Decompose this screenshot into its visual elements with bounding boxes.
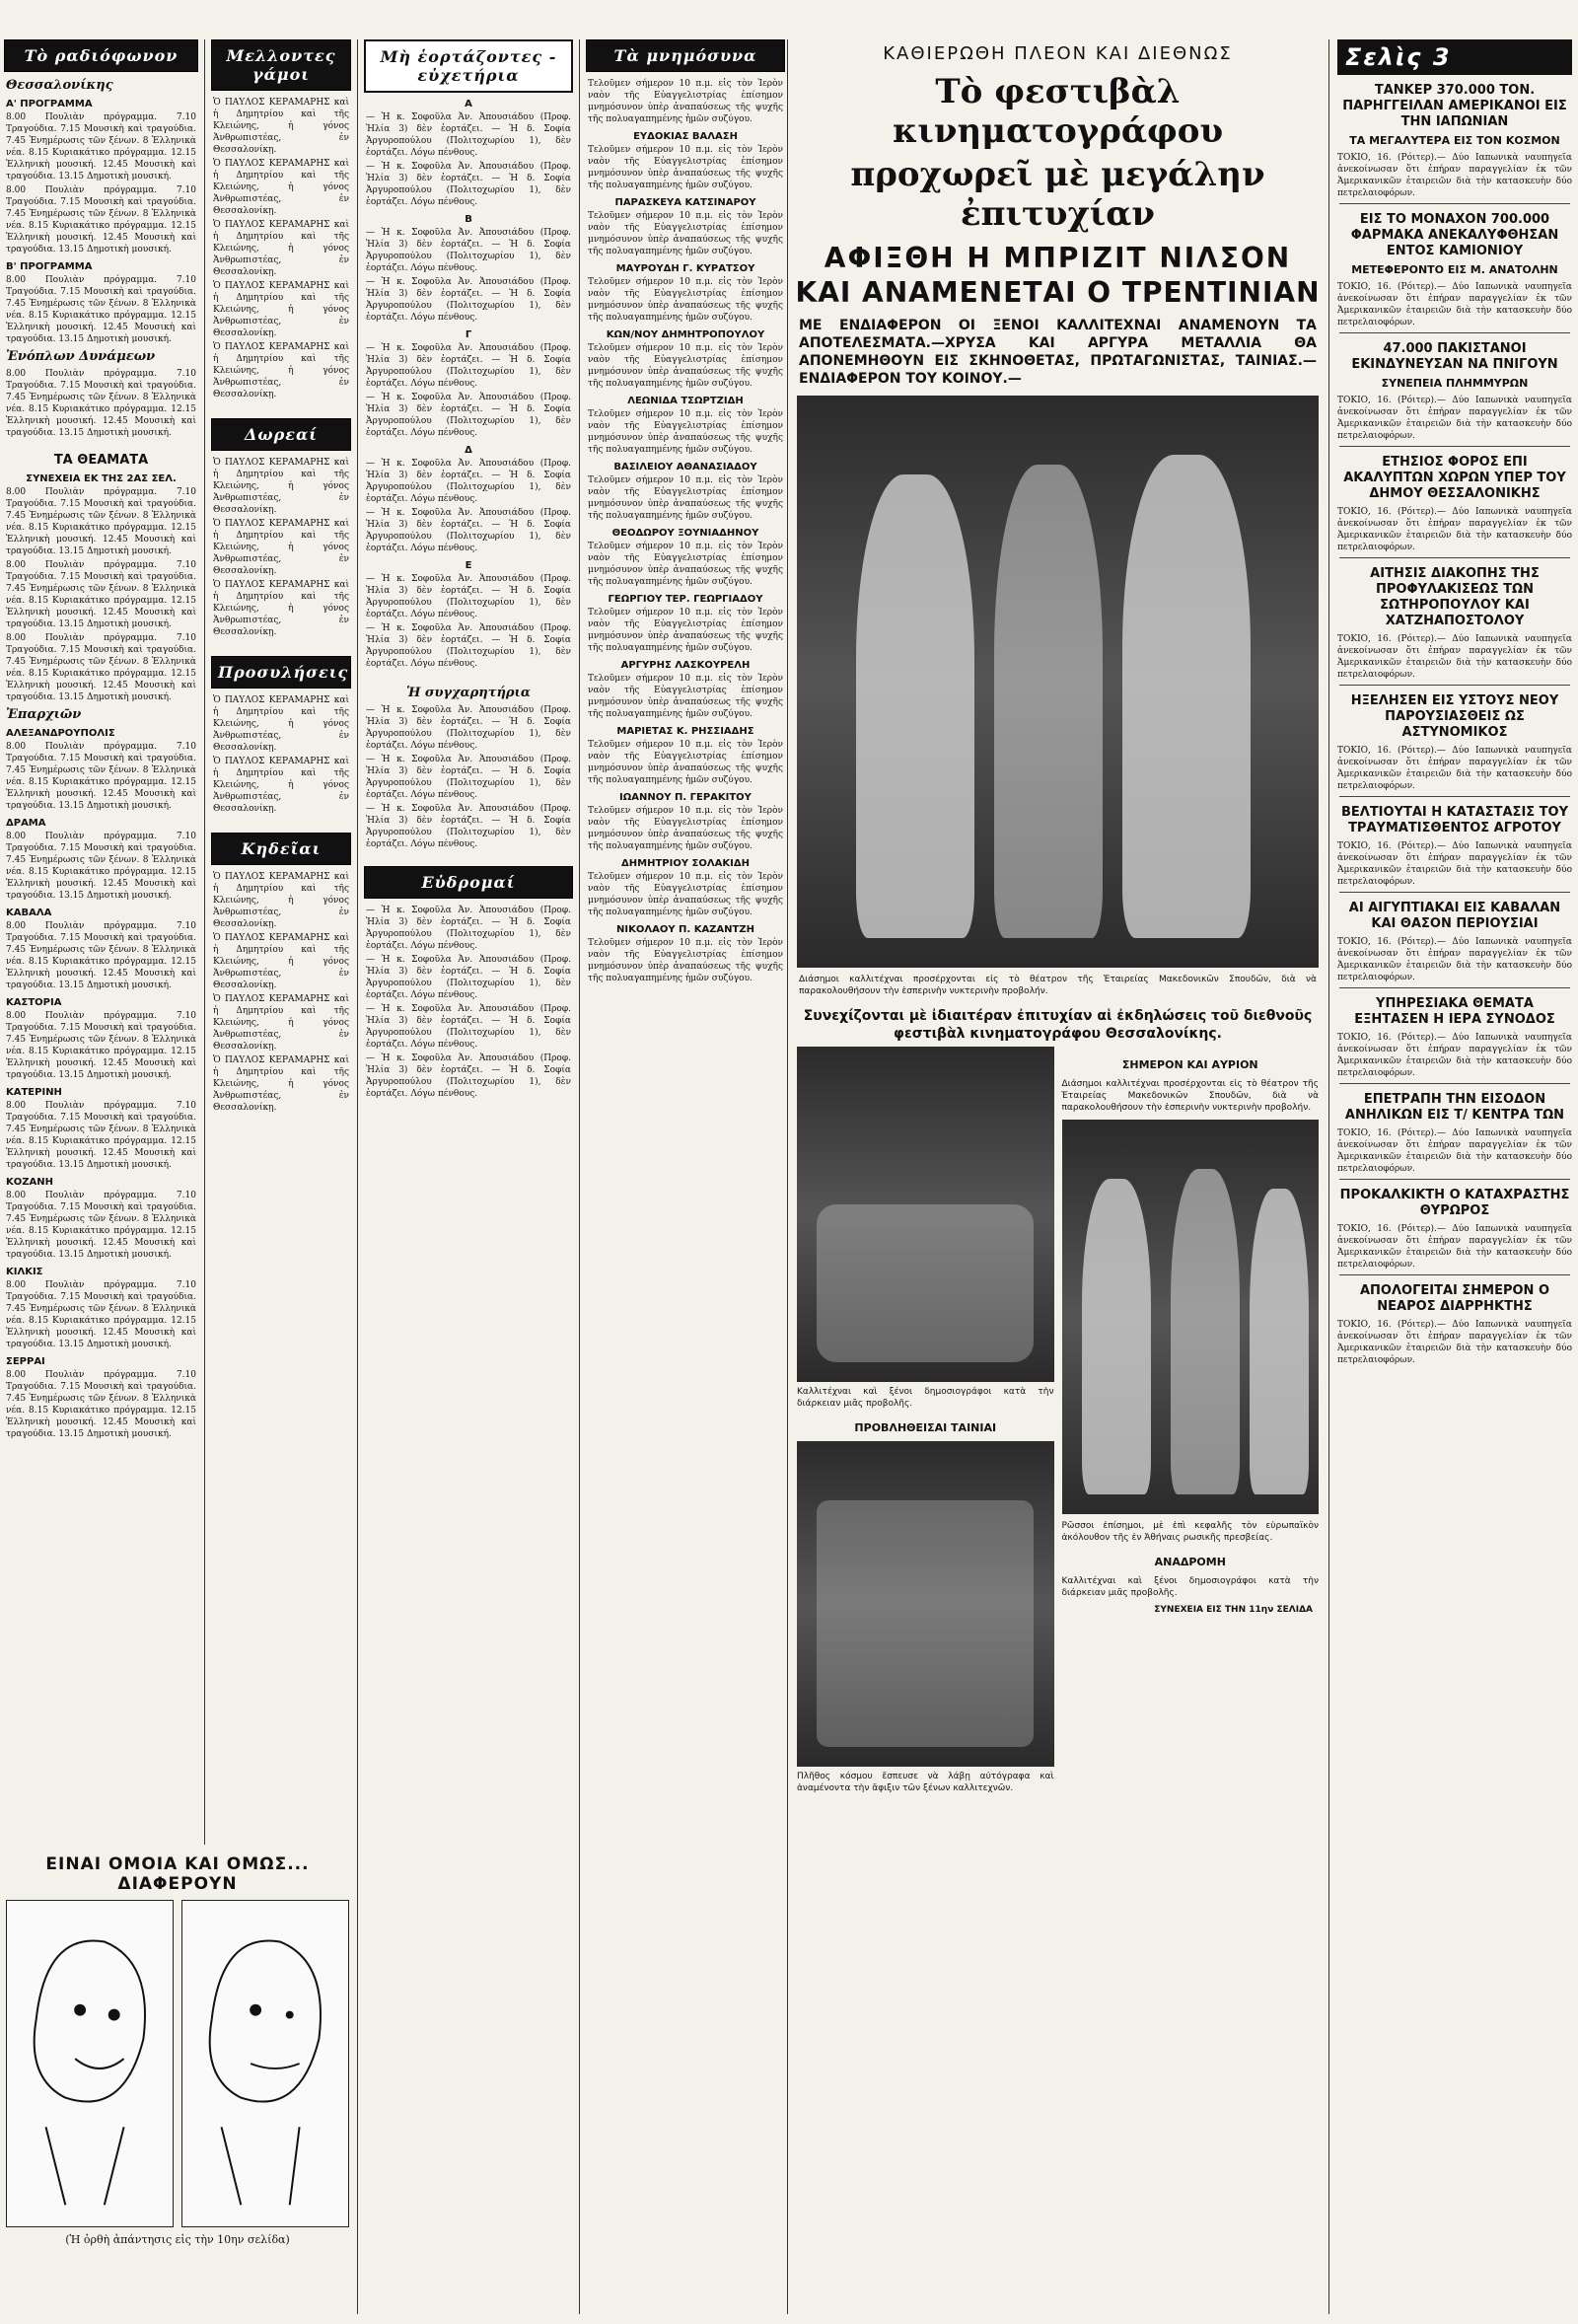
news-head: ΠΡΟΚΑΛΚΙΚΤΗ Ο ΚΑΤΑΧΡΑΣΤΗΣ ΘΥΡΩΡΟΣ [1339,1188,1570,1218]
memorial-name: ΜΑΥΡΟΥΔΗ Γ. ΚΥΡΑΤΣΟΥ [615,263,755,274]
news-text: ΤΟΚΙΟ, 16. (Ρόιτερ).— Δύο Ιαπωνικὰ ναυπηγεῖα ἀνεκοίνωσαν ὅτι ἐπήραν παραγγελίαν ἐκ τῶν Ἀμερικανικῶν ἑταιρειῶν διὰ τὴν κατασκευὴν δύο πετρελαιοφόρων. [1337,507,1572,552]
section-a-text: — Ἡ κ. Σοφοῦλα Ἀν. Ἀπουσιάδου (Προφ. Ἠλία 3) δὲν ἑορτάζει. — Ἡ δ. Σοφία Ἀργυροπούλου (Πολιτοχωρίου 1), δὲν ἑορτάζει. Λόγω πένθους. [366,112,571,158]
news-text: ΤΟΚΙΟ, 16. (Ρόιτερ).— Δύο Ιαπωνικὰ ναυπηγεῖα ἀνεκοίνωσαν ὅτι ἐπήραν παραγγελίαν ἐκ τῶν Ἀμερικανικῶν ἑταιρειῶν διὰ τὴν κατασκευὴν δύο πετρελαιοφόρων. [1337,1320,1572,1365]
audience-shape [817,1204,1034,1362]
column-weddings [207,0,355,1845]
column-name-days [360,0,577,2324]
weddings-text-5: Ὁ ΠΑΥΛΟΣ ΚΕΡΑΜΑΡΗΣ καὶ ἡ Δημητρίου καὶ τῆς Κλειώνης, ἡ γόνος Ἀνθρωπιστέας, ἐν Θεσσαλονίκῃ. [213,342,349,399]
name-days-masthead: Μὴ ἑορτάζοντες - εὐχετήρια [364,39,573,93]
photo-arrival-caption: Διάσημοι καλλιτέχναι προσέρχονται εἰς τὸ θέατρον τῆς Ἑταιρείας Μακεδονικῶν Σπουδῶν, διὰ νὰ παρακολουθήσουν τὴν ἑσπερινὴν νυκτερινὴν προβολήν. [799,975,1317,996]
column-radio [0,0,202,1845]
divider [1339,332,1570,333]
city-4: ΚΑΣΤΟΡΙΑ [6,997,62,1008]
photo-officials [1062,1120,1320,1514]
program-b-text: 8.00 Πουλιὰν πρόγραμμα. 7.10 Τραγούδια. 7.15 Μουσικὴ καὶ τραγούδια. 7.45 Ἐνημέρωσις τῶν ξένων. 8 Ἑλληνικὰ νέα. 8.15 Κυριακάτικο πρόγραμμα. 12.15 Ἑλληνικὴ μουσική. 12.45 Μουσικὴ καὶ τραγούδια. 13.15 Δημοτικὴ μουσική. [6,275,196,344]
city-1: ΑΛΕΞΑΝΔΡΟΥΠΟΛΙΣ [6,728,115,739]
memorial-name: ΕΥΔΟΚΙΑΣ ΒΑΛΑΣΗ [633,131,738,142]
news-text: ΤΟΚΙΟ, 16. (Ρόιτερ).— Δύο Ιαπωνικὰ ναυπηγεῖα ἀνεκοίνωσαν ὅτι ἐπήραν παραγγελίαν ἐκ τῶν Ἀμερικανικῶν ἑταιρειῶν διὰ τὴν κατασκευὴν δύο πετρελαιοφόρων. [1337,1224,1572,1270]
memorial-name: ΙΩΑΝΝΟΥ Π. ΓΕΡΑΚΙΤΟΥ [619,792,752,803]
anadromi-text: Καλλιτέχναι καὶ ξένοι δημοσιογράφοι κατὰ τὴν διάρκειαν μιᾶς προβολῆς. [1061,1576,1319,1598]
feature-headline-2: προχωρεῖ μὲ μεγάλην ἐπιτυχίαν [850,155,1265,234]
memorial-name: ΚΩΝ/ΝΟΥ ΔΗΜΗΤΡΟΠΟΥΛΟΥ [606,329,765,340]
kideia-text: Ὁ ΠΑΥΛΟΣ ΚΕΡΑΜΑΡΗΣ καὶ ἡ Δημητρίου καὶ τῆς Κλειώνης, ἡ γόνος Ἀνθρωπιστέας, ἐν Θεσσαλονίκῃ. [213,872,349,929]
memorial-name: ΛΕΩΝΙΔΑ ΤΣΩΡΤΖΙΔΗ [627,396,744,406]
section-b-text-2: — Ἡ κ. Σοφοῦλα Ἀν. Ἀπουσιάδου (Προφ. Ἠλία 3) δὲν ἑορτάζει. — Ἡ δ. Σοφία Ἀργυροπούλου (Πολιτοχωρίου 1), δὲν ἑορτάζει. Λόγω πένθους. [366,277,571,323]
feature-story [789,0,1327,2324]
column-rule [787,39,788,2314]
eparxion-label: Ἐπαρχιῶν [6,707,82,722]
section-d-text-2: — Ἡ κ. Σοφοῦλα Ἀν. Ἀπουσιάδου (Προφ. Ἠλία 3) δὲν ἑορτάζει. — Ἡ δ. Σοφία Ἀργυροπούλου (Πολιτοχωρίου 1), δὲν ἑορτάζει. Λόγω πένθους. [366,508,571,553]
memorial-name: ΝΙΚΟΛΑΟΥ Π. ΚΑΖΑΝΤΖΗ [616,924,754,935]
memorial-text: Τελοῦμεν σήμερον 10 π.μ. εἰς τὸν Ἱερὸν ναὸν τῆς Εὐαγγελιστρίας ἐπίσημον μνημόσυνον ὑπὲρ ἀναπαύσεως τῆς ψυχῆς τῆς πολυαγαπημένης ἡμῶν συζύγου. [588,542,783,587]
enoplon-text: 8.00 Πουλιὰν πρόγραμμα. 7.10 Τραγούδια. 7.15 Μουσικὴ καὶ τραγούδια. 7.45 Ἐνημέρωσις τῶν ξένων. 8 Ἑλληνικὰ νέα. 8.15 Κυριακάτικο πρόγραμμα. 12.15 Ἑλληνικὴ μουσική. 12.45 Μουσικὴ καὶ τραγούδια. 13.15 Δημοτικὴ μουσική. [6,369,196,438]
divider [1339,1274,1570,1275]
news-head: ΕΙΣ ΤΟ ΜΟΝΑΧΟΝ 700.000 ΦΑΡΜΑΚΑ ΑΝΕΚΑΛΥΦΘΗΣΑΝ ΕΝΤΟΣ ΚΑΜΙΟΝΙΟΥ [1350,212,1559,258]
crowd-shape [817,1500,1034,1747]
memorial-name: ΓΕΩΡΓΙΟΥ ΤΕΡ. ΓΕΩΡΓΙΑΔΟΥ [608,594,763,605]
memorial-text: Τελοῦμεν σήμερον 10 π.μ. εἰς τὸν Ἱερὸν ναὸν τῆς Εὐαγγελιστρίας ἐπίσημον μνημόσυνον ὑπὲρ ἀναπαύσεως τῆς ψυχῆς τῆς πολυαγαπημένης ἡμῶν συζύγου. [588,806,783,851]
memorial-text: Τελοῦμεν σήμερον 10 π.μ. εἰς τὸν Ἱερὸν ναὸν τῆς Εὐαγγελιστρίας ἐπίσημον μνημόσυνον ὑπὲρ ἀναπαύσεως τῆς ψυχῆς τῆς πολυαγαπημένης ἡμῶν συζύγου. [588,475,783,521]
divider [1339,685,1570,686]
prosfores-masthead: Προσυλήσεις [211,656,351,689]
city-1-text: 8.00 Πουλιὰν πρόγραμμα. 7.10 Τραγούδια. 7.15 Μουσικὴ καὶ τραγούδια. 7.45 Ἐνημέρωσις τῶν ξένων. 8 Ἑλληνικὰ νέα. 8.15 Κυριακάτικο πρόγραμμα. 12.15 Ἑλληνικὴ μουσική. 12.45 Μουσικὴ καὶ τραγούδια. 13.15 Δημοτικὴ μουσική. [6,742,196,811]
news-head: ΤΑΝΚΕΡ 370.000 ΤΟΝ. ΠΑΡΗΓΓΕΙΛΑΝ ΑΜΕΡΙΚΑΝΟΙ ΕΙΣ ΤΗΝ ΙΑΠΩΝΙΑΝ [1342,83,1567,129]
memorial-text: Τελοῦμεν σήμερον 10 π.μ. εἰς τὸν Ἱερὸν ναὸν τῆς Εὐαγγελιστρίας ἐπίσημον μνημόσυνον ὑπὲρ ἀναπαύσεως τῆς ψυχῆς τῆς πολυαγαπημένης ἡμῶν συζύγου. [588,211,783,256]
divider [1339,203,1570,204]
news-head: 47.000 ΠΑΚΙΣΤΑΝΟΙ ΕΚΙΝΔΥΝΕΥΣΑΝ ΝΑ ΠΝΙΓΟΥΝ [1351,341,1558,372]
theamata-label: ΤΑ ΘΕΑΜΑΤΑ [53,453,149,468]
section-b-text: — Ἡ κ. Σοφοῦλα Ἀν. Ἀπουσιάδου (Προφ. Ἠλία 3) δὲν ἑορτάζει. — Ἡ δ. Σοφία Ἀργυροπούλου (Πολιτοχωρίου 1), δὲν ἑορτάζει. Λόγω πένθους. [366,228,571,273]
divider [1339,1083,1570,1084]
memorial-text: Τελοῦμεν σήμερον 10 π.μ. εἰς τὸν Ἱερὸν ναὸν τῆς Εὐαγγελιστρίας ἐπίσημον μνημόσυνον ὑπὲρ ἀναπαύσεως τῆς ψυχῆς τῆς πολυαγαπημένης ἡμῶν συζύγου. [588,608,783,653]
memorial-text: Τελοῦμεν σήμερον 10 π.μ. εἰς τὸν Ἱερὸν ναὸν τῆς Εὐαγγελιστρίας ἐπίσημον μνημόσυνον ὑπὲρ ἀναπαύσεως τῆς ψυχῆς τῆς πολυαγαπημένης ἡμῶν συζύγου. [588,938,783,983]
memorial-text: Τελοῦμεν σήμερον 10 π.μ. εἰς τὸν Ἱερὸν ναὸν τῆς Εὐαγγελιστρίας ἐπίσημον μνημόσυνον ὑπὲρ ἀναπαύσεως τῆς ψυχῆς τῆς πολυαγαπημένης ἡμῶν συζύγου. [588,145,783,190]
photo-crowd-caption: Πλῆθος κόσμου ἔσπευσε νὰ λάβῃ αὐτόγραφα καὶ ἀναμένοντα τὴν ἄφιξιν τῶν ξένων καλλιτεχνῶν. [797,1772,1054,1793]
figure-shape [1122,455,1251,938]
memorial-text: Τελοῦμεν σήμερον 10 π.μ. εἰς τὸν Ἱερὸν ναὸν τῆς Εὐαγγελιστρίας ἐπίσημον μνημόσυνον ὑπὲρ ἀναπαύσεως τῆς ψυχῆς τῆς πολυαγαπημένης ἡμῶν συζύγου. [588,872,783,917]
memorial-text: Τελοῦμεν σήμερον 10 π.μ. εἰς τὸν Ἱερὸν ναὸν τῆς Εὐαγγελιστρίας ἐπίσημον μνημόσυνον ὑπὲρ ἀναπαύσεως τῆς ψυχῆς τῆς πολυαγαπημένης ἡμῶν συζύγου. [588,277,783,323]
dorees-text-2: Ὁ ΠΑΥΛΟΣ ΚΕΡΑΜΑΡΗΣ καὶ ἡ Δημητρίου καὶ τῆς Κλειώνης, ἡ γόνος Ἀνθρωπιστέας, ἐν Θεσσαλονίκῃ. [213,519,349,576]
news-text: ΤΟΚΙΟ, 16. (Ρόιτερ).— Δύο Ιαπωνικὰ ναυπηγεῖα ἀνεκοίνωσαν ὅτι ἐπήραν παραγγελίαν ἐκ τῶν Ἀμερικανικῶν ἑταιρειῶν διὰ τὴν κατασκευὴν δύο πετρελαιοφόρων. [1337,746,1572,791]
memorial-text: Τελοῦμεν σήμερον 10 π.μ. εἰς τὸν Ἱερὸν ναὸν τῆς Εὐαγγελιστρίας ἐπίσημον μνημόσυνον ὑπὲρ ἀναπαύσεως τῆς ψυχῆς τῆς πολυαγαπημένης ἡμῶν συζύγου. [588,740,783,785]
section-provlithisan: ΠΡΟΒΛΗΘΕΙΣΑΙ ΤΑΙΝΙΑΙ [854,1421,997,1434]
city-2: ΔΡΑΜΑ [6,818,46,829]
section-simeron: ΣΗΜΕΡΟΝ ΚΑΙ ΑΥΡΙΟΝ [1121,1058,1258,1071]
news-text: ΤΟΚΙΟ, 16. (Ρόιτερ).— Δύο Ιαπωνικὰ ναυπηγεῖα ἀνεκοίνωσαν ὅτι ἐπήραν παραγγελίαν ἐκ τῶν Ἀμερικανικῶν ἑταιρειῶν διὰ τὴν κατασκευὴν δύο πετρελαιοφόρων. [1337,282,1572,327]
program-a-label: Α' ΠΡΟΓΡΑΜΜΑ [6,99,93,109]
news-text: ΤΟΚΙΟ, 16. (Ρόιτερ).— Δύο Ιαπωνικὰ ναυπηγεῖα ἀνεκοίνωσαν ὅτι ἐπήραν παραγγελίαν ἐκ τῶν Ἀμερικανικῶν ἑταιρειῶν διὰ τὴν κατασκευὴν δύο πετρελαιοφόρων. [1337,396,1572,441]
section-e-text: — Ἡ κ. Σοφοῦλα Ἀν. Ἀπουσιάδου (Προφ. Ἠλία 3) δὲν ἑορτάζει. — Ἡ δ. Σοφία Ἀργυροπούλου (Πολιτοχωρίου 1), δὲν ἑορτάζει. Λόγω πένθους. [366,574,571,619]
weddings-text-4: Ὁ ΠΑΥΛΟΣ ΚΕΡΑΜΑΡΗΣ καὶ ἡ Δημητρίου καὶ τῆς Κλειώνης, ἡ γόνος Ἀνθρωπιστέας, ἐν Θεσσαλονίκῃ. [213,281,349,338]
city-8: ΣΕΡΡΑΙ [6,1356,45,1367]
divider [1339,557,1570,558]
enoplon-label: Ἐνόπλων Δυνάμεων [6,349,156,364]
divider [1339,892,1570,893]
radio-masthead: Τὸ ραδιόφωνον [4,39,198,72]
memorial-text: Τελοῦμεν σήμερον 10 π.μ. εἰς τὸν Ἱερὸν ναὸν τῆς Εὐαγγελιστρίας ἐπίσημον μνημόσυνον ὑπὲρ ἀναπαύσεως τῆς ψυχῆς τῆς πολυαγαπημένης ἡμῶν συζύγου. [588,343,783,389]
program-a-text-2: 8.00 Πουλιὰν πρόγραμμα. 7.10 Τραγούδια. 7.15 Μουσικὴ καὶ τραγούδια. 7.45 Ἐνημέρωσις τῶν ξένων. 8 Ἑλληνικὰ νέα. 8.15 Κυριακάτικο πρόγραμμα. 12.15 Ἑλληνικὴ μουσική. 12.45 Μουσικὴ καὶ τραγούδια. 13.15 Δημοτικὴ μουσική. [6,185,196,254]
memorials-masthead: Τὰ μνημόσυνα [586,39,785,72]
feature-lede: ΜΕ ΕΝΔΙΑΦΕΡΟΝ ΟΙ ΞΕΝΟΙ ΚΑΛΛΙΤΕΧΝΑΙ ΑΝΑΜΕΝΟΥΝ ΤΑ ΑΠΟΤΕΛΕΣΜΑΤΑ.—ΧΡΥΣΑ ΚΑΙ ΑΡΓΥΡΑ ΜΕΤΑΛΛΙΑ ΘΑ ΑΠΟΝΕΜΗΘΟΥΝ ΕΙΣ ΣΚΗΝΟΘΕΤΑΣ, ΠΡΩΤΑΓΩΝΙΣΤΑΣ, ΤΑΙΝΙΑΣ.— ΕΝΔΙΑΦΕΡΟΝ ΤΟΥ ΚΟΙΝΟΥ.— [799,318,1317,387]
theamata-text-3: 8.00 Πουλιὰν πρόγραμμα. 7.10 Τραγούδια. 7.15 Μουσικὴ καὶ τραγούδια. 7.45 Ἐνημέρωσις τῶν ξένων. 8 Ἑλληνικὰ νέα. 8.15 Κυριακάτικο πρόγραμμα. 12.15 Ἑλληνικὴ μουσική. 12.45 Μουσικὴ καὶ τραγούδια. 13.15 Δημοτικὴ μουσική. [6,633,196,702]
feature-subheadline-1: ΑΦΙΞΘΗ Η ΜΠΡΙΖΙΤ ΝΙΛΣΟΝ [824,242,1292,274]
divider [1339,446,1570,447]
memorial-name: ΑΡΓΥΡΗΣ ΛΑΣΚΟΥΡΕΛΗ [620,660,751,671]
theamata-text-2: 8.00 Πουλιὰν πρόγραμμα. 7.10 Τραγούδια. 7.15 Μουσικὴ καὶ τραγούδια. 7.45 Ἐνημέρωσις τῶν ξένων. 8 Ἑλληνικὰ νέα. 8.15 Κυριακάτικο πρόγραμμα. 12.15 Ἑλληνικὴ μουσική. 12.45 Μουσικὴ καὶ τραγούδια. 13.15 Δημοτικὴ μουσική. [6,560,196,629]
kideia-text-2: Ὁ ΠΑΥΛΟΣ ΚΕΡΑΜΑΡΗΣ καὶ ἡ Δημητρίου καὶ τῆς Κλειώνης, ἡ γόνος Ἀνθρωπιστέας, ἐν Θεσσαλονίκῃ. [213,933,349,990]
section-d: Δ [465,445,472,456]
congratulations-text-2: — Ἡ κ. Σοφοῦλα Ἀν. Ἀπουσιάδου (Προφ. Ἠλία 3) δὲν ἑορτάζει. — Ἡ δ. Σοφία Ἀργυροπούλου (Πολιτοχωρίου 1), δὲν ἑορτάζει. Λόγω πένθους. [366,755,571,800]
prosfores-text-2: Ὁ ΠΑΥΛΟΣ ΚΕΡΑΜΑΡΗΣ καὶ ἡ Δημητρίου καὶ τῆς Κλειώνης, ἡ γόνος Ἀνθρωπιστέας, ἐν Θεσσαλονίκῃ. [213,757,349,814]
column-rule [357,39,358,2314]
news-head: ΑΠΟΛΟΓΕΙΤΑΙ ΣΗΜΕΡΟΝ Ο ΝΕΑΡΟΣ ΔΙΑΡΡΗΚΤΗΣ [1359,1283,1549,1314]
city-5-text: 8.00 Πουλιὰν πρόγραμμα. 7.10 Τραγούδια. 7.15 Μουσικὴ καὶ τραγούδια. 7.45 Ἐνημέρωσις τῶν ξένων. 8 Ἑλληνικὰ νέα. 8.15 Κυριακάτικο πρόγραμμα. 12.15 Ἑλληνικὴ μουσική. 12.45 Μουσικὴ καὶ τραγούδια. 13.15 Δημοτικὴ μουσική. [6,1101,196,1170]
eydromai-text-3: — Ἡ κ. Σοφοῦλα Ἀν. Ἀπουσιάδου (Προφ. Ἠλία 3) δὲν ἑορτάζει. — Ἡ δ. Σοφία Ἀργυροπούλου (Πολιτοχωρίου 1), δὲν ἑορτάζει. Λόγω πένθους. [366,1004,571,1050]
program-a-text: 8.00 Πουλιὰν πρόγραμμα. 7.10 Τραγούδια. 7.15 Μουσικὴ καὶ τραγούδια. 7.45 Ἐνημέρωσις τῶν ξένων. 8 Ἑλληνικὰ νέα. 8.15 Κυριακάτικο πρόγραμμα. 12.15 Ἑλληνικὴ μουσική. 12.45 Μουσικὴ καὶ τραγούδια. 13.15 Δημοτικὴ μουσική. [6,112,196,182]
cartoon-caption: (Ἡ ὀρθὴ ἀπάντησις εἰς τὴν 10ην σελίδα) [65,2233,290,2246]
continued-label: ΣΥΝΕΧΕΙΑ ΕΙΣ ΤΗΝ 11ην ΣΕΛΙΔΑ [1154,1605,1313,1615]
news-head: ΕΠΕΤΡΑΠΗ ΤΗΝ ΕΙΣΟΔΟΝ ΑΝΗΛΙΚΩΝ ΕΙΣ Τ/ ΚΕΝΤΡΑ ΤΩΝ [1344,1092,1565,1123]
section-a: Α [465,99,472,109]
news-head: ΥΠΗΡΕΣΙΑΚΑ ΘΕΜΑΤΑ ΕΞΗΤΑΣΕΝ Η ΙΕΡΑ ΣΥΝΟΔΟΣ [1354,996,1555,1027]
city-7-text: 8.00 Πουλιὰν πρόγραμμα. 7.10 Τραγούδια. 7.15 Μουσικὴ καὶ τραγούδια. 7.45 Ἐνημέρωσις τῶν ξένων. 8 Ἑλληνικὰ νέα. 8.15 Κυριακάτικο πρόγραμμα. 12.15 Ἑλληνικὴ μουσική. 12.45 Μουσικὴ καὶ τραγούδια. 13.15 Δημοτικὴ μουσική. [6,1280,196,1349]
memorial-name: ΜΑΡΙΕΤΑΣ Κ. ΡΗΣΣΙΑΔΗΣ [616,726,754,737]
figure-shape [1082,1179,1151,1494]
memorial-name: ΒΑΣΙΛΕΙΟΥ ΑΘΑΝΑΣΙΑΔΟΥ [613,462,757,472]
news-head: ΑΙΤΗΣΙΣ ΔΙΑΚΟΠΗΣ ΤΗΣ ΠΡΟΦΥΛΑΚΙΣΕΩΣ ΤΩΝ ΣΩΤΗΡΟΠΟΥΛΟΥ ΚΑΙ ΧΑΤΖΗΑΠΟΣΤΟΛΟΥ [1370,566,1540,628]
news-text: ΤΟΚΙΟ, 16. (Ρόιτερ).— Δύο Ιαπωνικὰ ναυπηγεῖα ἀνεκοίνωσαν ὅτι ἐπήραν παραγγελίαν ἐκ τῶν Ἀμερικανικῶν ἑταιρειῶν διὰ τὴν κατασκευὴν δύο πετρελαιοφόρων. [1337,1033,1572,1078]
section-e-text-2: — Ἡ κ. Σοφοῦλα Ἀν. Ἀπουσιάδου (Προφ. Ἠλία 3) δὲν ἑορτάζει. — Ἡ δ. Σοφία Ἀργυροπούλου (Πολιτοχωρίου 1), δὲν ἑορτάζει. Λόγω πένθους. [366,623,571,669]
section-a-text-2: — Ἡ κ. Σοφοῦλα Ἀν. Ἀπουσιάδου (Προφ. Ἠλία 3) δὲν ἑορτάζει. — Ἡ δ. Σοφία Ἀργυροπούλου (Πολιτοχωρίου 1), δὲν ἑορτάζει. Λόγω πένθους. [366,162,571,207]
kideia-text-4: Ὁ ΠΑΥΛΟΣ ΚΕΡΑΜΑΡΗΣ καὶ ἡ Δημητρίου καὶ τῆς Κλειώνης, ἡ γόνος Ἀνθρωπιστέας, ἐν Θεσσαλονίκῃ. [213,1055,349,1113]
news-text: ΤΟΚΙΟ, 16. (Ρόιτερ).— Δύο Ιαπωνικὰ ναυπηγεῖα ἀνεκοίνωσαν ὅτι ἐπήραν παραγγελίαν ἐκ τῶν Ἀμερικανικῶν ἑταιρειῶν διὰ τὴν κατασκευὴν δύο πετρελαιοφόρων. [1337,937,1572,982]
memorial-name: ΠΑΡΑΣΚΕΥΑ ΚΑΤΣΙΝΑΡΟΥ [614,197,756,208]
cartoon-drawing-left [7,1901,173,2226]
feature-headline-1: Τὸ φεστιβὰλ κινηματογράφου [892,72,1224,151]
column-rule [204,39,205,1845]
photo-officials-caption: Ρῶσσοι ἐπίσημοι, μὲ ἐπὶ κεφαλῆς τὸν εὐρωπαϊκὸν ἀκόλουθον τῆς ἐν Ἀθήναις ρωσικῆς πρεσβείας. [1061,1521,1319,1543]
memorial-text: Τελοῦμεν σήμερον 10 π.μ. εἰς τὸν Ἱερὸν ναὸν τῆς Εὐαγγελιστρίας ἐπίσημον μνημόσυνον ὑπὲρ ἀναπαύσεως τῆς ψυχῆς τῆς πολυαγαπημένης ἡμῶν συζύγου. [588,674,783,719]
city-4-text: 8.00 Πουλιὰν πρόγραμμα. 7.10 Τραγούδια. 7.15 Μουσικὴ καὶ τραγούδια. 7.45 Ἐνημέρωσις τῶν ξένων. 8 Ἑλληνικὰ νέα. 8.15 Κυριακάτικο πρόγραμμα. 12.15 Ἑλληνικὴ μουσική. 12.45 Μουσικὴ καὶ τραγούδια. 13.15 Δημοτικὴ μουσική. [6,1011,196,1080]
city-2-text: 8.00 Πουλιὰν πρόγραμμα. 7.10 Τραγούδια. 7.15 Μουσικὴ καὶ τραγούδια. 7.45 Ἐνημέρωσις τῶν ξένων. 8 Ἑλληνικὰ νέα. 8.15 Κυριακάτικο πρόγραμμα. 12.15 Ἑλληνικὴ μουσική. 12.45 Μουσικὴ καὶ τραγούδια. 13.15 Δημοτικὴ μουσική. [6,832,196,901]
city-6: ΚΟΖΑΝΗ [6,1177,53,1188]
feature-supertitle: ΚΑΘΙΕΡΩΘΗ ΠΛΕΟΝ ΚΑΙ ΔΙΕΘΝΩΣ [883,43,1233,64]
eydromai-masthead: Εὐδρομαί [364,866,573,899]
column-memorials [582,0,789,2324]
eydromai-text-2: — Ἡ κ. Σοφοῦλα Ἀν. Ἀπουσιάδου (Προφ. Ἠλία 3) δὲν ἑορτάζει. — Ἡ δ. Σοφία Ἀργυροπούλου (Πολιτοχωρίου 1), δὲν ἑορτάζει. Λόγω πένθους. [366,955,571,1000]
congratulations-text: — Ἡ κ. Σοφοῦλα Ἀν. Ἀπουσιάδου (Προφ. Ἠλία 3) δὲν ἑορτάζει. — Ἡ δ. Σοφία Ἀργυροπούλου (Πολιτοχωρίου 1), δὲν ἑορτάζει. Λόγω πένθους. [366,705,571,751]
kideia-text-3: Ὁ ΠΑΥΛΟΣ ΚΕΡΑΜΑΡΗΣ καὶ ἡ Δημητρίου καὶ τῆς Κλειώνης, ἡ γόνος Ἀνθρωπιστέας, ἐν Θεσσαλονίκῃ. [213,994,349,1052]
weddings-text: Ὁ ΠΑΥΛΟΣ ΚΕΡΑΜΑΡΗΣ καὶ ἡ Δημητρίου καὶ τῆς Κλειώνης, ἡ γόνος Ἀνθρωπιστέας, ἐν Θεσσαλονίκῃ. [213,98,349,155]
city-8-text: 8.00 Πουλιὰν πρόγραμμα. 7.10 Τραγούδια. 7.15 Μουσικὴ καὶ τραγούδια. 7.45 Ἐνημέρωσις τῶν ξένων. 8 Ἑλληνικὰ νέα. 8.15 Κυριακάτικο πρόγραμμα. 12.15 Ἑλληνικὴ μουσική. 12.45 Μουσικὴ καὶ τραγούδια. 13.15 Δημοτικὴ μουσική. [6,1370,196,1439]
memorial-name: ΔΗΜΗΤΡΙΟΥ ΣΟΛΑΚΙΔΗ [621,858,750,869]
mid-right [1062,1047,1320,1798]
city-5: ΚΑΤΕΡΙΝΗ [6,1087,62,1098]
theamata-sub: ΣΥΝΕΧΕΙΑ ΕΚ ΤΗΣ 2ΑΣ ΣΕΛ. [26,473,177,484]
news-sub: ΣΥΝΕΠΕΙΑ ΠΛΗΜΜΥΡΩΝ [1381,377,1529,390]
city-6-text: 8.00 Πουλιὰν πρόγραμμα. 7.10 Τραγούδια. 7.15 Μουσικὴ καὶ τραγούδια. 7.45 Ἐνημέρωσις τῶν ξένων. 8 Ἑλληνικὰ νέα. 8.15 Κυριακάτικο πρόγραμμα. 12.15 Ἑλληνικὴ μουσική. 12.45 Μουσικὴ καὶ τραγούδια. 13.15 Δημοτικὴ μουσική. [6,1191,196,1260]
section-b: Β [465,214,472,225]
page-number-masthead: Σελὶς 3 [1337,39,1572,75]
feature-subheadline-2: ΚΑΙ ΑΝΑΜΕΝΕΤΑΙ Ο ΤΡΕΝΤΙΝΙΑΝ [795,276,1321,309]
continuation-head: Συνεχίζονται μὲ ἰδιαιτέραν ἐπιτυχίαν αἱ ἐκδηλώσεις τοῦ διεθνοῦς φεστιβὰλ κινηματογράφου Θεσσαλονίκης. [803,1008,1313,1042]
cartoon-title: ΕΙΝΑΙ ΟΜΟΙΑ ΚΑΙ ΟΜΩΣ... ΔΙΑΦΕΡΟΥΝ [45,1854,310,1894]
news-text: ΤΟΚΙΟ, 16. (Ρόιτερ).— Δύο Ιαπωνικὰ ναυπηγεῖα ἀνεκοίνωσαν ὅτι ἐπήραν παραγγελίαν ἐκ τῶν Ἀμερικανικῶν ἑταιρειῶν διὰ τὴν κατασκευὴν δύο πετρελαιοφόρων. [1337,153,1572,198]
program-b-label: Β' ΠΡΟΓΡΑΜΜΑ [6,261,93,272]
weddings-masthead: Μελλοντες γάμοι [211,39,351,91]
memorial-name: ΘΕΟΔΩΡΟΥ ΞΟΥΝΙΑΔΗΝΟΥ [611,528,759,539]
news-sub: ΤΑ ΜΕΓΑΛΥΤΕΡΑ ΕΙΣ ΤΟΝ ΚΟΣΜΟΝ [1349,134,1560,147]
divider [1339,1179,1570,1180]
congratulations-label: Ἡ συγχαρητήρια [406,686,531,700]
cartoon-panel-left [6,1900,174,2227]
news-text: ΤΟΚΙΟ, 16. (Ρόιτερ).— Δύο Ιαπωνικὰ ναυπηγεῖα ἀνεκοίνωσαν ὅτι ἐπήραν παραγγελίαν ἐκ τῶν Ἀμερικανικῶν ἑταιρειῶν διὰ τὴν κατασκευὴν δύο πετρελαιοφόρων. [1337,841,1572,887]
figure-shape [1250,1189,1309,1494]
cartoon-drawing-right [182,1901,348,2226]
photo-audience-caption: Καλλιτέχναι καὶ ξένοι δημοσιογράφοι κατὰ τὴν διάρκειαν μιᾶς προβολῆς. [797,1387,1054,1409]
dorees-text: Ὁ ΠΑΥΛΟΣ ΚΕΡΑΜΑΡΗΣ καὶ ἡ Δημητρίου καὶ τῆς Κλειώνης, ἡ γόνος Ἀνθρωπιστέας, ἐν Θεσσαλονίκῃ. [213,458,349,515]
dorees-text-3: Ὁ ΠΑΥΛΟΣ ΚΕΡΑΜΑΡΗΣ καὶ ἡ Δημητρίου καὶ τῆς Κλειώνης, ἡ γόνος Ἀνθρωπιστέας, ἐν Θεσσαλονίκῃ. [213,580,349,637]
section-c-text-2: — Ἡ κ. Σοφοῦλα Ἀν. Ἀπουσιάδου (Προφ. Ἠλία 3) δὲν ἑορτάζει. — Ἡ δ. Σοφία Ἀργυροπούλου (Πολιτοχωρίου 1), δὲν ἑορτάζει. Λόγω πένθους. [366,393,571,438]
section-d-text: — Ἡ κ. Σοφοῦλα Ἀν. Ἀπουσιάδου (Προφ. Ἠλία 3) δὲν ἑορτάζει. — Ἡ δ. Σοφία Ἀργυροπούλου (Πολιτοχωρίου 1), δὲν ἑορτάζει. Λόγω πένθους. [366,459,571,504]
column-rule [1328,39,1329,2314]
cartoon-panels [0,1900,355,2227]
weddings-text-2: Ὁ ΠΑΥΛΟΣ ΚΕΡΑΜΑΡΗΣ καὶ ἡ Δημητρίου καὶ τῆς Κλειώνης, ἡ γόνος Ἀνθρωπιστέας, ἐν Θεσσαλονίκῃ. [213,159,349,216]
section-anadromi: ΑΝΑΔΡΟΜΗ [1154,1556,1226,1568]
eydromai-text-4: — Ἡ κ. Σοφοῦλα Ἀν. Ἀπουσιάδου (Προφ. Ἠλία 3) δὲν ἑορτάζει. — Ἡ δ. Σοφία Ἀργυροπούλου (Πολιτοχωρίου 1), δὲν ἑορτάζει. Λόγω πένθους. [366,1053,571,1099]
memorial-text-0: Τελοῦμεν σήμερον 10 π.μ. εἰς τὸν Ἱερὸν ναὸν τῆς Εὐαγγελιστρίας ἐπίσημον μνημόσυνον ὑπὲρ ἀναπαύσεως τῆς ψυχῆς τῆς πολυαγαπημένης ἡμῶν συζύγου. [588,79,783,124]
news-sub: ΜΕΤΕΦΕΡΟΝΤΟ ΕΙΣ Μ. ΑΝΑΤΟΛΗΝ [1351,263,1558,276]
radio-subhead: Θεσσαλονίκης [6,78,113,93]
news-head: ΕΤΗΣΙΟΣ ΦΟΡΟΣ ΕΠΙ ΑΚΑΛΥΠΤΩΝ ΧΩΡΩΝ ΥΠΕΡ ΤΟΥ ΔΗΜΟΥ ΘΕΣΣΑΛΟΝΙΚΗΣ [1343,455,1566,501]
city-3-text: 8.00 Πουλιὰν πρόγραμμα. 7.10 Τραγούδια. 7.15 Μουσικὴ καὶ τραγούδια. 7.45 Ἐνημέρωσις τῶν ξένων. 8 Ἑλληνικὰ νέα. 8.15 Κυριακάτικο πρόγραμμα. 12.15 Ἑλληνικὴ μουσική. 12.45 Μουσικὴ καὶ τραγούδια. 13.15 Δημοτικὴ μουσική. [6,921,196,990]
weddings-text-3: Ὁ ΠΑΥΛΟΣ ΚΕΡΑΜΑΡΗΣ καὶ ἡ Δημητρίου καὶ τῆς Κλειώνης, ἡ γόνος Ἀνθρωπιστέας, ἐν Θεσσαλονίκῃ. [213,220,349,277]
photo-arrival [797,396,1319,968]
simeron-text: Διάσημοι καλλιτέχναι προσέρχονται εἰς τὸ θέατρον τῆς Ἑταιρείας Μακεδονικῶν Σπουδῶν, διὰ νὰ παρακολουθήσουν τὴν ἑσπερινὴν νυκτερινὴν προβολήν. [1061,1079,1319,1113]
dorees-masthead: Δωρεαί [211,418,351,451]
figure-shape [1171,1169,1240,1494]
photo-crowd [797,1441,1054,1767]
section-c-text: — Ἡ κ. Σοφοῦλα Ἀν. Ἀπουσιάδου (Προφ. Ἠλία 3) δὲν ἑορτάζει. — Ἡ δ. Σοφία Ἀργυροπούλου (Πολιτοχωρίου 1), δὲν ἑορτάζει. Λόγω πένθους. [366,343,571,389]
eydromai-text: — Ἡ κ. Σοφοῦλα Ἀν. Ἀπουσιάδου (Προφ. Ἠλία 3) δὲν ἑορτάζει. — Ἡ δ. Σοφία Ἀργυροπούλου (Πολιτοχωρίου 1), δὲν ἑορτάζει. Λόγω πένθους. [366,906,571,951]
section-c: Γ [465,329,472,340]
prosfores-text: Ὁ ΠΑΥΛΟΣ ΚΕΡΑΜΑΡΗΣ καὶ ἡ Δημητρίου καὶ τῆς Κλειώνης, ἡ γόνος Ἀνθρωπιστέας, ἐν Θεσσαλονίκῃ. [213,695,349,753]
congratulations-text-3: — Ἡ κ. Σοφοῦλα Ἀν. Ἀπουσιάδου (Προφ. Ἠλία 3) δὲν ἑορτάζει. — Ἡ δ. Σοφία Ἀργυροπούλου (Πολιτοχωρίου 1), δὲν ἑορτάζει. Λόγω πένθους. [366,804,571,849]
photo-audience [797,1047,1054,1382]
city-7: ΚΙΛΚΙΣ [6,1267,43,1277]
news-head: ΑΙ ΑΙΓΥΠΤΙΑΚΑΙ ΕΙΣ ΚΑΒΑΛΑΝ ΚΑΙ ΘΑΣΟΝ ΠΕΡΙΟΥΣΙΑΙ [1348,901,1561,931]
section-e: Ε [465,560,472,571]
theamata-text: 8.00 Πουλιὰν πρόγραμμα. 7.10 Τραγούδια. 7.15 Μουσικὴ καὶ τραγούδια. 7.45 Ἐνημέρωσις τῶν ξένων. 8 Ἑλληνικὰ νέα. 8.15 Κυριακάτικο πρόγραμμα. 12.15 Ἑλληνικὴ μουσική. 12.45 Μουσικὴ καὶ τραγούδια. 13.15 Δημοτικὴ μουσική. [6,487,196,556]
cartoon-panel-right [181,1900,349,2227]
mid-left [797,1047,1054,1798]
memorial-text: Τελοῦμεν σήμερον 10 π.μ. εἰς τὸν Ἱερὸν ναὸν τῆς Εὐαγγελιστρίας ἐπίσημον μνημόσυνον ὑπὲρ ἀναπαύσεως τῆς ψυχῆς τῆς πολυαγαπημένης ἡμῶν συζύγου. [588,409,783,455]
column-rule [579,39,580,2314]
kideia-masthead: Κηδεῖαι [211,833,351,865]
news-text: ΤΟΚΙΟ, 16. (Ρόιτερ).— Δύο Ιαπωνικὰ ναυπηγεῖα ἀνεκοίνωσαν ὅτι ἐπήραν παραγγελίαν ἐκ τῶν Ἀμερικανικῶν ἑταιρειῶν διὰ τὴν κατασκευὴν δύο πετρελαιοφόρων. [1337,634,1572,680]
figure-shape [994,465,1103,938]
spot-the-difference-cartoon [0,1854,355,2269]
figure-shape [856,474,974,938]
news-head: ΗΞΕΛΗΣΕΝ ΕΙΣ ΥΣΤΟΥΣ ΝΕΟΥ ΠΑΡΟΥΣΙΑΣΘΕΙΣ ΩΣ ΑΣΤΥΝΟΜΙΚΟΣ [1350,693,1559,740]
city-3: ΚΑΒΑΛΑ [6,908,52,918]
mid-row [797,1047,1319,1798]
divider [1339,987,1570,988]
news-text: ΤΟΚΙΟ, 16. (Ρόιτερ).— Δύο Ιαπωνικὰ ναυπηγεῖα ἀνεκοίνωσαν ὅτι ἐπήραν παραγγελίαν ἐκ τῶν Ἀμερικανικῶν ἑταιρειῶν διὰ τὴν κατασκευὴν δύο πετρελαιοφόρων. [1337,1128,1572,1174]
divider [1339,796,1570,797]
column-news [1331,0,1578,2324]
news-head: ΒΕΛΤΙΟΥΤΑΙ Η ΚΑΤΑΣΤΑΣΙΣ ΤΟΥ ΤΡΑΥΜΑΤΙΣΘΕΝΤΟΣ ΑΓΡΟΤΟΥ [1340,805,1569,835]
